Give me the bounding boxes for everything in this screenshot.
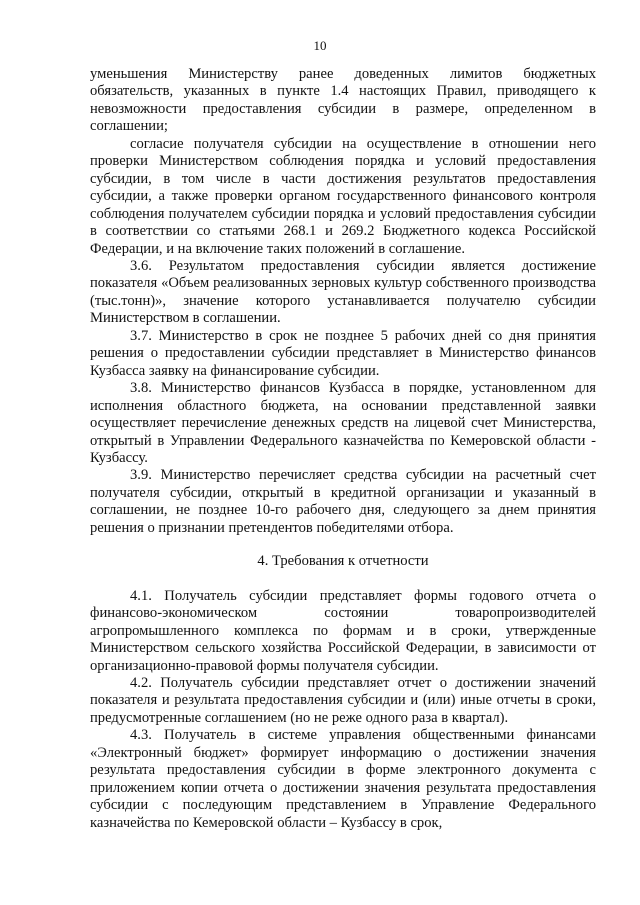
paragraph: 3.9. Министерство перечисляет средства субсидии на расчетный счет получателя субсидии, открытый в кредитной организации и указанный в соглашении, не позднее 10-го рабочего дня, следующего за днем принятия решения о признании претендентов победителями отбора. [90,467,596,536]
paragraph: 4.1. Получатель субсидии представляет формы годового отчета о финансово-экономическом состоянии товаропроизводителей агропромышленного комплекса по формам и в сроки, утвержденные Министерством сельского хозяйства Российской Федерации, в зависимости от организационно-правовой формы получателя субсидии. [90,587,596,674]
paragraph: 4.3. Получатель в системе управления общественными финансами «Электронный бюджет» формирует информацию о достижении значения результата предоставления субсидии в форме электронного документа с приложением копии отчета о достижении значения результата предоставления субсидии с последующим представлением в Управление Федерального казначейства по Кемеровской области – Кузбассу в срок, [90,727,596,831]
paragraph: 3.7. Министерство в срок не позднее 5 рабочих дней со дня принятия решения о предоставлении субсидии представляет в Министерство финансов Кузбасса заявку на финансирование субсидии. [90,327,596,379]
paragraph: 3.6. Результатом предоставления субсидии является достижение показателя «Объем реализованных зерновых культур собственного производства (тыс.тонн)», значение которого устанавливается получателю субсидии Министерством в соглашении. [90,257,596,327]
section-4-heading: 4. Требования к отчетности [257,553,429,570]
paragraph: уменьшения Министерству ранее доведенных лимитов бюджетных обязательств, указанных в пункте 1.4 настоящих Правил, приводящего к невозможности предоставления субсидии в размере, определенном в соглашении; [90,66,596,135]
section-4-text [90,588,596,832]
paragraph: согласие получателя субсидии на осуществление в отношении него проверки Министерством соблюдения порядка и условий предоставления субсидии, в том числе в части достижения результатов предоставления субсидии, а также проверки органом государственного финансового контроля соблюдения получателем субсидии порядка и условий предоставления субсидии в соответствии со статьями 268.1 и 269.2 Бюджетного кодекса Российской Федерации, и на включение таких положений в соглашение. [90,135,596,257]
paragraph: 3.8. Министерство финансов Кузбасса в порядке, установленном для исполнения областного бюджета, на основании представленной заявки осуществляет перечисление денежных средств на лицевой счет Министерства, открытый в Управлении Федерального казначейства по Кемеровской области - Кузбассу. [90,380,596,466]
page-number: 10 [313,38,327,53]
paragraph: 4.2. Получатель субсидии представляет отчет о достижении значений показателя и результата предоставления субсидии и (или) иные отчеты в сроки, предусмотренные соглашением (но не реже одного раза в квартал). [90,674,596,726]
section-3-text [90,66,596,537]
document-body [90,66,596,832]
